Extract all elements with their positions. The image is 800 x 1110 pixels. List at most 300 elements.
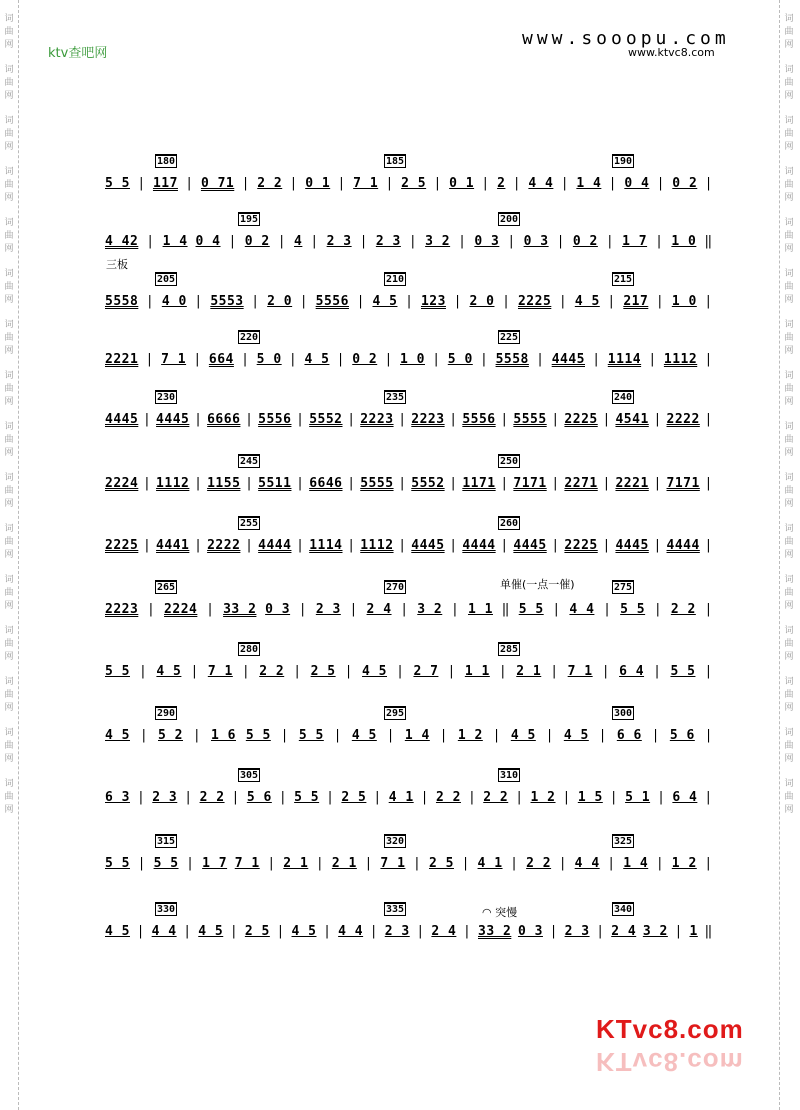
barline: |: [450, 601, 460, 617]
barline: |: [229, 923, 239, 939]
barline: |: [674, 923, 683, 939]
note-group: 123: [420, 293, 446, 309]
side-watermark-char: 网: [4, 397, 14, 407]
barline: |: [512, 175, 522, 191]
side-watermark-char: 词: [784, 65, 794, 75]
note-group: 1 4: [623, 855, 649, 871]
score-row: [105, 288, 713, 314]
note-group: 2 2: [670, 601, 696, 617]
barline: |: [603, 601, 612, 617]
note-group: 1171: [462, 475, 496, 491]
side-watermark-char: 曲: [4, 384, 14, 394]
barline: |: [549, 923, 558, 939]
barline: |: [137, 855, 146, 871]
score-row: [105, 850, 713, 876]
measure-number: 260: [500, 518, 519, 529]
barline: |: [333, 727, 342, 743]
note-group: 1 4: [162, 233, 188, 249]
note-group: 7171: [513, 475, 547, 491]
measure-number: 320: [386, 836, 405, 847]
note-group: 4 5: [156, 663, 182, 679]
side-watermark-char: 曲: [784, 690, 794, 700]
side-watermark-char: 曲: [4, 588, 14, 598]
note-group: 2 2: [483, 789, 509, 805]
note-group: 2 3: [384, 923, 410, 939]
side-watermark-char: 网: [4, 142, 14, 152]
note-group: 5 5: [105, 663, 130, 679]
note-group: 5 6: [246, 789, 272, 805]
site-url-watermark: www.sooopu.com: [522, 28, 730, 49]
side-watermark-char: 曲: [4, 78, 14, 88]
barline: |: [609, 789, 619, 805]
side-watermark-char: 词: [4, 269, 14, 279]
side-watermark-char: 曲: [784, 180, 794, 190]
note-group: 4 1: [388, 789, 414, 805]
barline: |: [241, 663, 251, 679]
barline: |: [143, 475, 152, 491]
barline: |: [552, 601, 561, 617]
note-group: 2224: [164, 601, 198, 617]
note-group: 5 0: [256, 351, 282, 367]
note-group: 1 7: [202, 855, 228, 871]
barline: |: [461, 855, 470, 871]
barline: |: [336, 351, 345, 367]
barline: |: [398, 411, 407, 427]
note-group: 2 3: [315, 601, 341, 617]
note-group: 4 0: [161, 293, 187, 309]
barline: |: [601, 663, 611, 679]
barline: |: [502, 293, 511, 309]
side-watermark-char: 曲: [784, 435, 794, 445]
note-group: 3 2: [417, 601, 443, 617]
note-group: 5556: [315, 293, 349, 309]
sanban-annotation: 三板: [106, 258, 128, 271]
barline: |: [413, 855, 422, 871]
barline: |: [655, 233, 664, 249]
side-watermark-char: 网: [784, 193, 794, 203]
side-watermark-char: 词: [4, 422, 14, 432]
barline: |: [704, 727, 713, 743]
note-group: 2 3: [564, 923, 590, 939]
note-group: 0 2: [352, 351, 378, 367]
barline: |: [545, 727, 554, 743]
note-group: 4445: [615, 537, 649, 553]
barline: |: [420, 789, 429, 805]
barline: |: [347, 475, 356, 491]
barline: ‖: [704, 233, 713, 249]
measure-number: 225: [500, 332, 519, 343]
note-group: 4: [294, 233, 303, 249]
barline: |: [298, 601, 308, 617]
side-watermark-char: 词: [784, 116, 794, 126]
note-group: 2 5: [310, 663, 336, 679]
measure-number: 265: [157, 582, 176, 593]
barline: |: [598, 727, 607, 743]
measure-number: 245: [240, 456, 259, 467]
side-watermark-char: 网: [4, 754, 14, 764]
side-watermark-char: 网: [784, 703, 794, 713]
barline: |: [400, 601, 409, 617]
barline: |: [193, 351, 202, 367]
note-group: 2 3: [326, 233, 352, 249]
barline: |: [183, 923, 192, 939]
barline: |: [137, 175, 146, 191]
note-group: 2223: [360, 411, 394, 427]
barline: |: [396, 663, 405, 679]
note-group: 1: [689, 923, 698, 939]
note-group: 2 2: [526, 855, 552, 871]
barline: |: [288, 351, 298, 367]
barline: |: [704, 663, 713, 679]
side-watermark-char: 网: [784, 244, 794, 254]
measure-number: 315: [157, 836, 176, 847]
note-group: 7 1: [380, 855, 406, 871]
note-group: 3 2: [425, 233, 451, 249]
note-group: 1114: [309, 537, 343, 553]
site-watermark-left: ktv查吧网: [48, 46, 108, 61]
barline: |: [592, 351, 601, 367]
barline: |: [405, 293, 414, 309]
barline: ‖: [704, 923, 713, 939]
note-group: 2 0: [469, 293, 495, 309]
note-group: 4 5: [510, 727, 536, 743]
side-watermark-char: 词: [4, 14, 14, 24]
side-watermark-char: 网: [4, 499, 14, 509]
note-group: 2224: [105, 475, 139, 491]
barline: |: [602, 411, 611, 427]
note-group: 117: [152, 175, 178, 191]
note-group: 1 7: [622, 233, 648, 249]
barline: |: [337, 175, 346, 191]
score-row: [105, 722, 713, 748]
note-group: 1112: [663, 351, 698, 367]
barline: |: [267, 855, 276, 871]
barline: |: [315, 855, 325, 871]
barline: |: [655, 855, 665, 871]
side-watermark-char: 网: [784, 295, 794, 305]
barline: |: [194, 537, 203, 553]
note-group: 1 1: [464, 663, 490, 679]
score-row: [105, 170, 713, 196]
side-watermark-char: 网: [4, 91, 14, 101]
note-group: 4 4: [574, 855, 600, 871]
note-group: 4445: [513, 537, 547, 553]
note-group: 6666: [207, 411, 241, 427]
note-group: 6 3: [105, 789, 130, 805]
barline: |: [245, 475, 254, 491]
note-group: 2 2: [435, 789, 461, 805]
barline: |: [184, 789, 193, 805]
note-group: 5553: [210, 293, 244, 309]
note-group: 5 5: [153, 855, 179, 871]
barline: |: [704, 293, 713, 309]
note-group: 2225: [564, 411, 598, 427]
side-watermark-char: 网: [784, 448, 794, 458]
barline: |: [145, 293, 155, 309]
barline: |: [241, 175, 250, 191]
barline: |: [492, 727, 501, 743]
note-group: 1 6: [211, 727, 236, 743]
side-watermark-char: 曲: [4, 792, 14, 802]
barline: |: [704, 537, 713, 553]
barline: |: [373, 789, 382, 805]
barline: |: [653, 663, 662, 679]
note-group: 0 2: [572, 233, 598, 249]
measure-number: 200: [500, 214, 519, 225]
side-watermark-char: 词: [784, 269, 794, 279]
right-watermark-strip: [779, 0, 798, 1110]
note-group: 5556: [258, 411, 292, 427]
measure-number: 305: [240, 770, 259, 781]
barline: |: [536, 351, 545, 367]
note-group: 5 5: [518, 601, 544, 617]
side-watermark-char: 网: [784, 397, 794, 407]
barline: |: [145, 351, 154, 367]
note-group: 4 5: [574, 293, 600, 309]
measure-number: 215: [614, 274, 633, 285]
note-group: 2 3: [152, 789, 178, 805]
site-sub-url: www.ktvc8.com: [628, 46, 715, 59]
measure-number: 220: [240, 332, 259, 343]
note-group: 1 4: [576, 175, 602, 191]
note-group: 0 71: [200, 175, 235, 191]
measure-number: 195: [240, 214, 259, 225]
barline: |: [289, 175, 298, 191]
note-group: 0 1: [305, 175, 331, 191]
danban-annotation: 单催(一点一催): [500, 578, 575, 591]
barline: |: [704, 601, 713, 617]
note-group: 2 1: [331, 855, 357, 871]
note-group: 2225: [517, 293, 552, 309]
note-group: 664: [208, 351, 234, 367]
barline: |: [458, 233, 467, 249]
note-group: 2271: [564, 475, 598, 491]
note-group: 5 5: [105, 855, 130, 871]
barline: |: [558, 855, 568, 871]
note-group: 4 5: [563, 727, 589, 743]
side-watermark-char: 曲: [4, 333, 14, 343]
ktvc8-logo-reflection: KTvc8.com: [596, 1047, 744, 1077]
note-group: 5 5: [245, 727, 271, 743]
side-watermark-char: 曲: [784, 588, 794, 598]
left-watermark-strip: [0, 0, 19, 1110]
barline: |: [139, 663, 148, 679]
barline: |: [185, 175, 194, 191]
note-group: 4445: [105, 411, 139, 427]
barline: |: [398, 475, 407, 491]
measure-number: 210: [386, 274, 405, 285]
barline: |: [653, 475, 662, 491]
barline: |: [326, 789, 335, 805]
measure-number: 270: [386, 582, 405, 593]
note-group: 5555: [360, 475, 394, 491]
note-group: 2225: [564, 537, 598, 553]
barline: |: [653, 601, 663, 617]
tempo-annotation: ◠ 突慢: [482, 906, 518, 919]
barline: |: [186, 855, 195, 871]
barline: |: [602, 475, 611, 491]
barline: |: [136, 923, 145, 939]
side-watermark-char: 网: [784, 142, 794, 152]
barline: |: [349, 601, 358, 617]
side-watermark-char: 词: [784, 473, 794, 483]
barline: |: [194, 475, 203, 491]
side-watermark-char: 网: [4, 550, 14, 560]
measure-number: 300: [614, 708, 633, 719]
measure-number: 280: [240, 644, 259, 655]
note-group: 2 5: [244, 923, 270, 939]
side-watermark-char: 网: [784, 754, 794, 764]
note-group: 5 5: [294, 789, 320, 805]
barline: |: [369, 923, 379, 939]
score-row: [105, 346, 713, 372]
side-watermark-char: 词: [4, 524, 14, 534]
note-group: 0 2: [672, 175, 698, 191]
note-group: 2 5: [341, 789, 367, 805]
side-watermark-char: 词: [784, 14, 794, 24]
measure-number: 205: [157, 274, 176, 285]
barline: |: [323, 923, 332, 939]
side-watermark-char: 词: [784, 218, 794, 228]
note-group: 2222: [207, 537, 241, 553]
measure-number: 230: [157, 392, 176, 403]
note-group: 5511: [258, 475, 292, 491]
barline: |: [296, 411, 305, 427]
note-group: 0 3: [265, 601, 291, 617]
note-group: 5 2: [158, 727, 183, 743]
note-group: 1155: [207, 475, 241, 491]
side-watermark-char: 网: [4, 244, 14, 254]
note-group: 4 42: [105, 233, 139, 249]
note-group: 6 6: [616, 727, 642, 743]
note-group: 4444: [258, 537, 292, 553]
side-watermark-char: 曲: [784, 486, 794, 496]
note-group: 7 1: [207, 663, 233, 679]
barline: |: [136, 789, 146, 805]
note-group: 2 1: [516, 663, 542, 679]
note-group: 2 2: [257, 175, 283, 191]
note-group: 5 5: [670, 663, 696, 679]
barline: |: [551, 475, 560, 491]
side-watermark-char: 网: [784, 499, 794, 509]
note-group: 7 1: [353, 175, 379, 191]
note-group: 1112: [360, 537, 394, 553]
note-group: 4444: [462, 537, 496, 553]
side-watermark-char: 词: [4, 218, 14, 228]
side-watermark-char: 词: [4, 677, 14, 687]
note-group: 2222: [666, 411, 700, 427]
note-group: 33 2: [223, 601, 257, 617]
note-group: 5 0: [447, 351, 473, 367]
note-group: 4444: [666, 537, 700, 553]
side-watermark-char: 词: [784, 320, 794, 330]
side-watermark-char: 词: [784, 524, 794, 534]
note-group: 3 2: [642, 923, 668, 939]
note-group: 7171: [666, 475, 700, 491]
note-group: 4 5: [362, 663, 388, 679]
side-watermark-char: 词: [784, 422, 794, 432]
barline: |: [364, 855, 373, 871]
note-group: 5 5: [105, 175, 130, 191]
barline: |: [447, 663, 456, 679]
measure-number: 295: [386, 708, 405, 719]
barline: |: [656, 175, 665, 191]
barline: |: [498, 663, 508, 679]
barline: |: [139, 727, 149, 743]
note-group: 5555: [513, 411, 547, 427]
side-watermark-char: 曲: [4, 741, 14, 751]
note-group: 4 5: [198, 923, 224, 939]
barline: |: [296, 475, 305, 491]
barline: |: [556, 233, 565, 249]
barline: |: [192, 727, 202, 743]
barline: ‖: [501, 601, 510, 617]
note-group: 6 4: [619, 663, 645, 679]
note-group: 7 1: [234, 855, 260, 871]
side-watermark-char: 词: [4, 626, 14, 636]
barline: |: [657, 789, 666, 805]
side-watermark-char: 曲: [4, 231, 14, 241]
side-watermark-char: 词: [4, 167, 14, 177]
barline: |: [190, 663, 199, 679]
side-watermark-char: 词: [4, 320, 14, 330]
side-watermark-char: 网: [4, 652, 14, 662]
note-group: 1 2: [457, 727, 483, 743]
side-watermark-char: 网: [784, 40, 794, 50]
note-group: 1 0: [671, 293, 697, 309]
measure-number: 330: [157, 904, 176, 915]
measure-number: 290: [157, 708, 176, 719]
note-group: 2 3: [375, 233, 401, 249]
side-watermark-char: 曲: [784, 129, 794, 139]
score-row: [105, 470, 713, 496]
note-group: 0 4: [195, 233, 221, 249]
side-watermark-char: 曲: [4, 537, 14, 547]
note-group: 5552: [309, 411, 343, 427]
barline: |: [386, 727, 395, 743]
measure-number: 325: [614, 836, 633, 847]
note-group: 6646: [309, 475, 343, 491]
note-group: 2221: [105, 351, 139, 367]
note-group: 4 5: [372, 293, 398, 309]
note-group: 0 1: [449, 175, 475, 191]
score-row: [105, 406, 713, 432]
barline: |: [596, 923, 605, 939]
barline: |: [704, 475, 713, 491]
note-group: 4 5: [105, 923, 130, 939]
note-group: 2 4: [431, 923, 457, 939]
barline: |: [605, 233, 615, 249]
note-group: 5558: [495, 351, 529, 367]
note-group: 2223: [105, 601, 139, 617]
score-row: [105, 228, 713, 254]
measure-number: 310: [500, 770, 519, 781]
side-watermark-char: 曲: [784, 639, 794, 649]
note-group: 1 0: [400, 351, 425, 367]
barline: |: [449, 411, 458, 427]
barline: |: [278, 789, 288, 805]
barline: |: [277, 233, 287, 249]
measure-number: 275: [614, 582, 633, 593]
barline: |: [453, 293, 462, 309]
side-watermark-char: 网: [784, 550, 794, 560]
note-group: 33 2: [478, 923, 512, 939]
side-watermark-char: 词: [784, 167, 794, 177]
barline: |: [416, 923, 425, 939]
side-watermark-char: 词: [4, 116, 14, 126]
side-watermark-char: 词: [784, 575, 794, 585]
barline: |: [194, 293, 203, 309]
